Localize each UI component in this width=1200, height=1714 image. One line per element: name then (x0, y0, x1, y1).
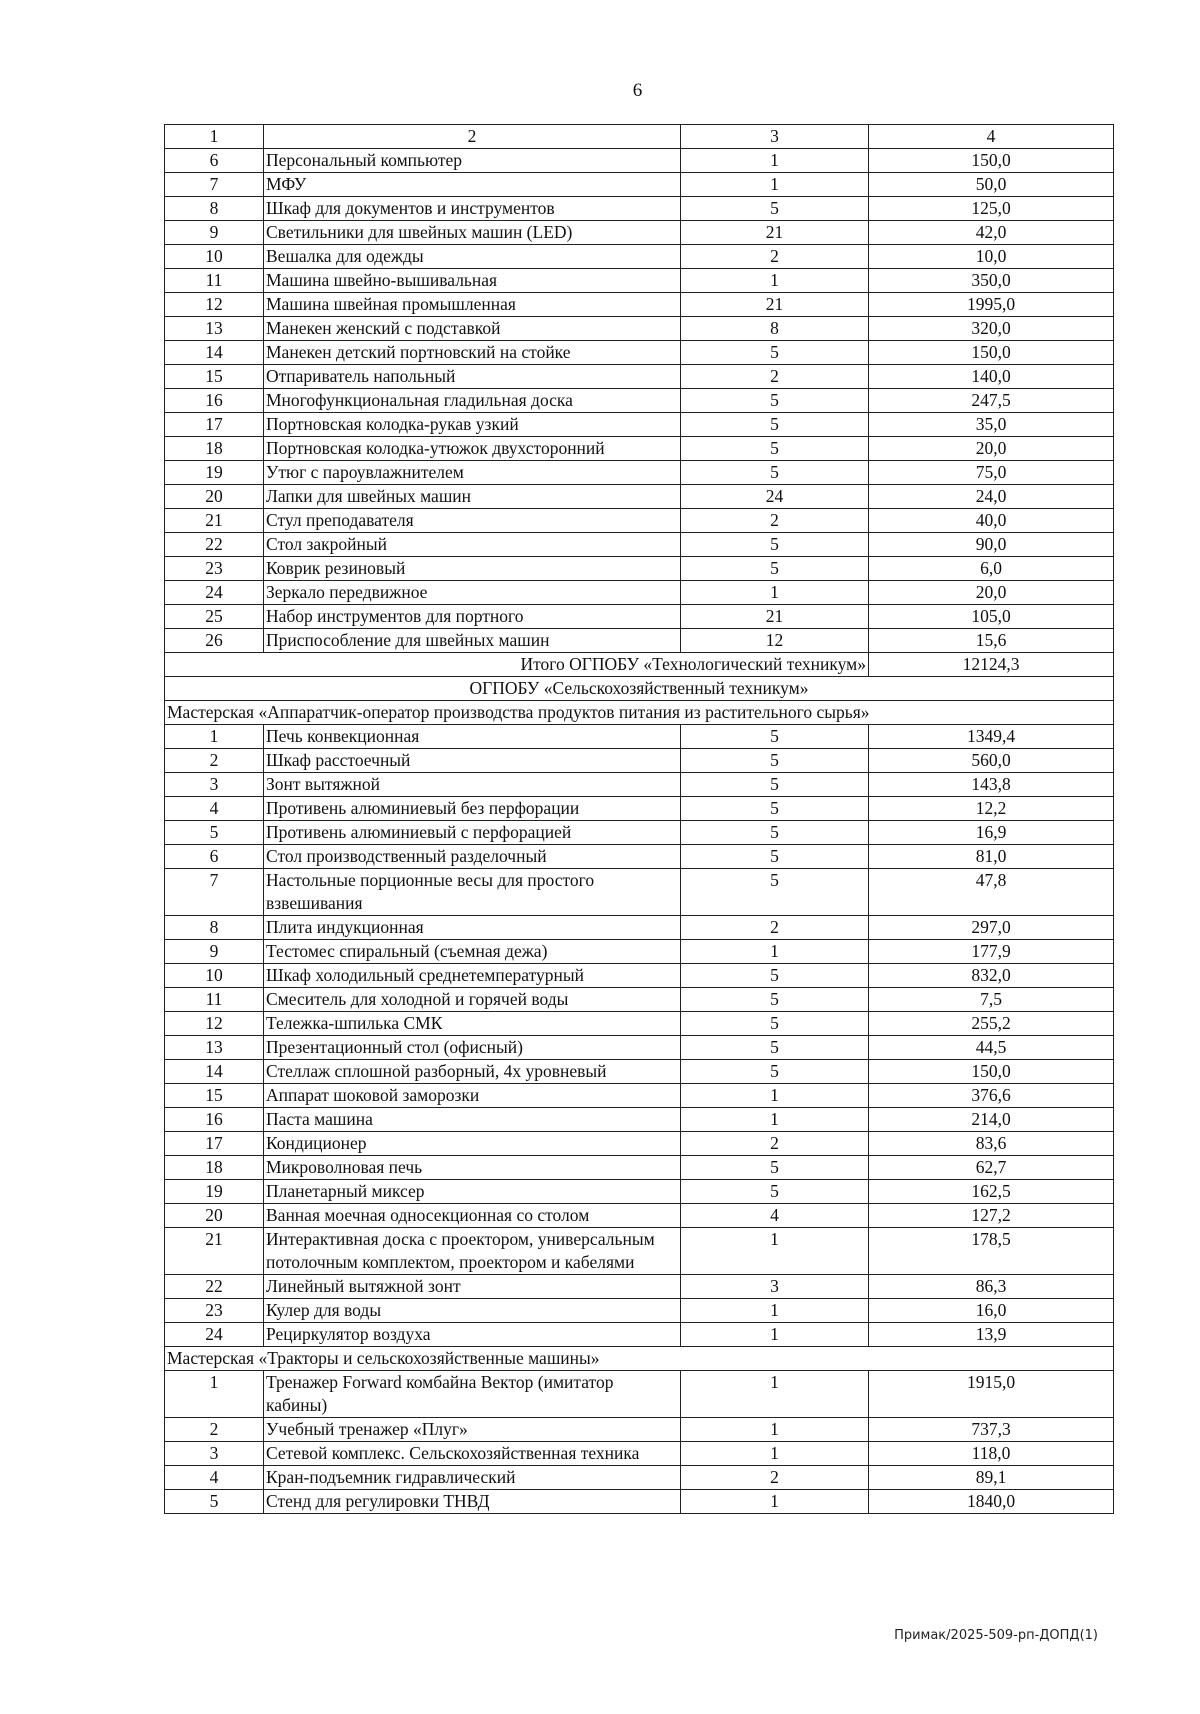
table-row (165, 437, 1114, 461)
table-row (165, 485, 1114, 509)
item-quantity: 5 (681, 988, 869, 1012)
item-name: Лапки для швейных машин (264, 485, 681, 509)
item-quantity: 1 (681, 1323, 869, 1347)
row-number: 16 (165, 1108, 264, 1132)
item-name: Планетарный миксер (264, 1180, 681, 1204)
item-quantity: 5 (681, 533, 869, 557)
table-row (165, 725, 1114, 749)
workshop-heading-row (165, 1347, 1114, 1371)
item-name: Приспособление для швейных машин (264, 629, 681, 653)
table-row (165, 1299, 1114, 1323)
item-name: Светильники для швейных машин (LED) (264, 221, 681, 245)
table-row (165, 1442, 1114, 1466)
item-name: Кран-подъемник гидравлический (264, 1466, 681, 1490)
item-quantity: 4 (681, 1204, 869, 1228)
table-row (165, 149, 1114, 173)
item-cost: 127,2 (869, 1204, 1114, 1228)
item-cost: 150,0 (869, 1060, 1114, 1084)
workshop-heading: Мастерская «Тракторы и сельскохозяйственные машины» (165, 1347, 1114, 1371)
table-row (165, 988, 1114, 1012)
item-cost: 178,5 (869, 1228, 1114, 1275)
table-row (165, 581, 1114, 605)
row-number: 1 (165, 1371, 264, 1418)
item-cost: 16,9 (869, 821, 1114, 845)
table-row (165, 221, 1114, 245)
item-cost: 40,0 (869, 509, 1114, 533)
item-cost: 118,0 (869, 1442, 1114, 1466)
item-name: Портновская колодка-рукав узкий (264, 413, 681, 437)
item-quantity: 5 (681, 725, 869, 749)
table-row (165, 173, 1114, 197)
item-name: Настольные порционные весы для простого взвешивания (264, 869, 681, 916)
item-cost: 832,0 (869, 964, 1114, 988)
item-name: Машина швейно-вышивальная (264, 269, 681, 293)
item-quantity: 1 (681, 1490, 869, 1514)
row-number: 7 (165, 869, 264, 916)
row-number: 4 (165, 797, 264, 821)
item-quantity: 3 (681, 1275, 869, 1299)
header-cell-2: 2 (264, 125, 681, 149)
table-row (165, 629, 1114, 653)
item-quantity: 1 (681, 1442, 869, 1466)
item-name: Аппарат шоковой заморозки (264, 1084, 681, 1108)
table-row (165, 1012, 1114, 1036)
table-row (165, 245, 1114, 269)
table-row (165, 1490, 1114, 1514)
workshop-heading: Мастерская «Аппаратчик-оператор производства продуктов питания из растительного сырья» (165, 701, 1114, 725)
table-row (165, 749, 1114, 773)
table-row (165, 1466, 1114, 1490)
row-number: 24 (165, 1323, 264, 1347)
row-number: 6 (165, 149, 264, 173)
row-number: 3 (165, 773, 264, 797)
item-cost: 1995,0 (869, 293, 1114, 317)
item-quantity: 1 (681, 149, 869, 173)
item-quantity: 5 (681, 461, 869, 485)
item-cost: 320,0 (869, 317, 1114, 341)
item-quantity: 21 (681, 605, 869, 629)
row-number: 16 (165, 389, 264, 413)
item-quantity: 5 (681, 197, 869, 221)
item-name: Противень алюминиевый с перфорацией (264, 821, 681, 845)
item-quantity: 2 (681, 365, 869, 389)
table-row (165, 341, 1114, 365)
item-name: Машина швейная промышленная (264, 293, 681, 317)
table-row (165, 1084, 1114, 1108)
item-cost: 737,3 (869, 1418, 1114, 1442)
item-quantity: 5 (681, 1036, 869, 1060)
item-cost: 1349,4 (869, 725, 1114, 749)
item-name: Манекен детский портновский на стойке (264, 341, 681, 365)
item-cost: 162,5 (869, 1180, 1114, 1204)
item-name: Кулер для воды (264, 1299, 681, 1323)
item-quantity: 1 (681, 1418, 869, 1442)
item-name: Сетевой комплекс. Сельскохозяйственная техника (264, 1442, 681, 1466)
row-number: 12 (165, 1012, 264, 1036)
item-cost: 105,0 (869, 605, 1114, 629)
row-number: 15 (165, 365, 264, 389)
item-name: Учебный тренажер «Плуг» (264, 1418, 681, 1442)
item-cost: 50,0 (869, 173, 1114, 197)
row-number: 14 (165, 1060, 264, 1084)
item-name: Многофункциональная гладильная доска (264, 389, 681, 413)
organization-heading: ОГПОБУ «Сельскохозяйственный техникум» (165, 677, 1114, 701)
row-number: 24 (165, 581, 264, 605)
table-row (165, 1180, 1114, 1204)
row-number: 3 (165, 1442, 264, 1466)
table-row (165, 1418, 1114, 1442)
item-name: Противень алюминиевый без перфорации (264, 797, 681, 821)
page-number: 6 (632, 80, 643, 101)
table-row (165, 197, 1114, 221)
item-quantity: 5 (681, 821, 869, 845)
item-cost: 143,8 (869, 773, 1114, 797)
item-cost: 86,3 (869, 1275, 1114, 1299)
item-cost: 1840,0 (869, 1490, 1114, 1514)
row-number: 20 (165, 485, 264, 509)
total-value: 12124,3 (869, 653, 1114, 677)
table-row (165, 1132, 1114, 1156)
item-cost: 20,0 (869, 581, 1114, 605)
item-quantity: 5 (681, 1012, 869, 1036)
item-quantity: 5 (681, 389, 869, 413)
row-number: 9 (165, 221, 264, 245)
item-name: Стул преподавателя (264, 509, 681, 533)
item-quantity: 5 (681, 869, 869, 916)
item-cost: 376,6 (869, 1084, 1114, 1108)
header-cell-4: 4 (869, 125, 1114, 149)
row-number: 25 (165, 605, 264, 629)
row-number: 13 (165, 317, 264, 341)
row-number: 4 (165, 1466, 264, 1490)
item-name: Кондиционер (264, 1132, 681, 1156)
item-name: Паста машина (264, 1108, 681, 1132)
row-number: 21 (165, 509, 264, 533)
item-name: Отпариватель напольный (264, 365, 681, 389)
row-number: 20 (165, 1204, 264, 1228)
item-quantity: 1 (681, 173, 869, 197)
item-quantity: 2 (681, 1132, 869, 1156)
table-row (165, 1108, 1114, 1132)
item-quantity: 1 (681, 940, 869, 964)
item-cost: 13,9 (869, 1323, 1114, 1347)
item-quantity: 1 (681, 269, 869, 293)
item-cost: 47,8 (869, 869, 1114, 916)
total-row (165, 653, 1114, 677)
item-name: Интерактивная доска с проектором, универсальным потолочным комплектом, проектором и кабелями (264, 1228, 681, 1275)
item-quantity: 5 (681, 797, 869, 821)
table-row (165, 1156, 1114, 1180)
table-row (165, 964, 1114, 988)
item-quantity: 5 (681, 964, 869, 988)
row-number: 23 (165, 557, 264, 581)
table-row (165, 365, 1114, 389)
item-cost: 15,6 (869, 629, 1114, 653)
item-cost: 89,1 (869, 1466, 1114, 1490)
item-cost: 560,0 (869, 749, 1114, 773)
equipment-table (164, 124, 1114, 1514)
table-row (165, 1275, 1114, 1299)
row-number: 10 (165, 245, 264, 269)
row-number: 23 (165, 1299, 264, 1323)
table-row (165, 533, 1114, 557)
item-name: Шкаф холодильный среднетемпературный (264, 964, 681, 988)
item-name: Манекен женский с подставкой (264, 317, 681, 341)
table-row (165, 797, 1114, 821)
row-number: 13 (165, 1036, 264, 1060)
row-number: 6 (165, 845, 264, 869)
item-cost: 125,0 (869, 197, 1114, 221)
item-quantity: 12 (681, 629, 869, 653)
item-name: Шкаф для документов и инструментов (264, 197, 681, 221)
item-cost: 214,0 (869, 1108, 1114, 1132)
item-quantity: 5 (681, 1060, 869, 1084)
item-cost: 24,0 (869, 485, 1114, 509)
row-number: 22 (165, 1275, 264, 1299)
row-number: 17 (165, 413, 264, 437)
item-cost: 90,0 (869, 533, 1114, 557)
table-row (165, 821, 1114, 845)
item-name: Стенд для регулировки ТНВД (264, 1490, 681, 1514)
item-quantity: 5 (681, 413, 869, 437)
item-name: Набор инструментов для портного (264, 605, 681, 629)
item-quantity: 5 (681, 1180, 869, 1204)
item-quantity: 2 (681, 1466, 869, 1490)
item-quantity: 5 (681, 1156, 869, 1180)
item-quantity: 24 (681, 485, 869, 509)
item-quantity: 1 (681, 581, 869, 605)
item-cost: 12,2 (869, 797, 1114, 821)
item-cost: 1915,0 (869, 1371, 1114, 1418)
item-cost: 297,0 (869, 916, 1114, 940)
item-quantity: 2 (681, 916, 869, 940)
table-row (165, 1323, 1114, 1347)
row-number: 26 (165, 629, 264, 653)
item-name: Тестомес спиральный (съемная дежа) (264, 940, 681, 964)
item-cost: 83,6 (869, 1132, 1114, 1156)
table-row (165, 916, 1114, 940)
row-number: 21 (165, 1228, 264, 1275)
row-number: 5 (165, 821, 264, 845)
item-quantity: 5 (681, 557, 869, 581)
table-row (165, 509, 1114, 533)
item-quantity: 8 (681, 317, 869, 341)
item-name: Утюг с пароувлажнителем (264, 461, 681, 485)
row-number: 2 (165, 749, 264, 773)
item-quantity: 5 (681, 437, 869, 461)
table-row (165, 389, 1114, 413)
row-number: 12 (165, 293, 264, 317)
item-name: Линейный вытяжной зонт (264, 1275, 681, 1299)
organization-heading-row (165, 677, 1114, 701)
item-name: Рециркулятор воздуха (264, 1323, 681, 1347)
row-number: 10 (165, 964, 264, 988)
item-cost: 6,0 (869, 557, 1114, 581)
row-number: 8 (165, 916, 264, 940)
table-row (165, 1228, 1114, 1275)
item-cost: 7,5 (869, 988, 1114, 1012)
table-row (165, 317, 1114, 341)
table-row (165, 1371, 1114, 1418)
table-row (165, 605, 1114, 629)
row-number: 19 (165, 461, 264, 485)
item-name: Стол закройный (264, 533, 681, 557)
document-code: Примак/2025-509-рп-ДОПД(1) (894, 1628, 1098, 1643)
row-number: 9 (165, 940, 264, 964)
item-name: Стеллаж сплошной разборный, 4х уровневый (264, 1060, 681, 1084)
table-row (165, 1036, 1114, 1060)
item-quantity: 5 (681, 749, 869, 773)
table-row (165, 293, 1114, 317)
item-cost: 44,5 (869, 1036, 1114, 1060)
row-number: 11 (165, 269, 264, 293)
item-quantity: 5 (681, 845, 869, 869)
total-label: Итого ОГПОБУ «Технологический техникум» (165, 653, 869, 677)
row-number: 18 (165, 1156, 264, 1180)
item-name: Ванная моечная односекционная со столом (264, 1204, 681, 1228)
table-header-row (165, 125, 1114, 149)
item-quantity: 5 (681, 773, 869, 797)
item-name: Коврик резиновый (264, 557, 681, 581)
item-cost: 247,5 (869, 389, 1114, 413)
item-quantity: 21 (681, 221, 869, 245)
item-name: Плита индукционная (264, 916, 681, 940)
item-name: Тренажер Forward комбайна Вектор (имитатор кабины) (264, 1371, 681, 1418)
item-quantity: 21 (681, 293, 869, 317)
item-name: Персональный компьютер (264, 149, 681, 173)
item-cost: 140,0 (869, 365, 1114, 389)
item-quantity: 1 (681, 1299, 869, 1323)
row-number: 8 (165, 197, 264, 221)
item-cost: 150,0 (869, 149, 1114, 173)
item-quantity: 2 (681, 509, 869, 533)
row-number: 2 (165, 1418, 264, 1442)
item-cost: 10,0 (869, 245, 1114, 269)
item-name: Зонт вытяжной (264, 773, 681, 797)
row-number: 15 (165, 1084, 264, 1108)
item-name: Презентационный стол (офисный) (264, 1036, 681, 1060)
row-number: 14 (165, 341, 264, 365)
item-name: Зеркало передвижное (264, 581, 681, 605)
row-number: 18 (165, 437, 264, 461)
item-quantity: 1 (681, 1228, 869, 1275)
item-quantity: 1 (681, 1371, 869, 1418)
table-row (165, 413, 1114, 437)
item-quantity: 2 (681, 245, 869, 269)
header-cell-3: 3 (681, 125, 869, 149)
item-cost: 16,0 (869, 1299, 1114, 1323)
item-name: Печь конвекционная (264, 725, 681, 749)
item-cost: 35,0 (869, 413, 1114, 437)
table-row (165, 557, 1114, 581)
table-row (165, 461, 1114, 485)
item-name: Смеситель для холодной и горячей воды (264, 988, 681, 1012)
item-quantity: 1 (681, 1108, 869, 1132)
table-row (165, 940, 1114, 964)
workshop-heading-row (165, 701, 1114, 725)
item-name: Шкаф расстоечный (264, 749, 681, 773)
item-name: МФУ (264, 173, 681, 197)
row-number: 1 (165, 725, 264, 749)
item-cost: 255,2 (869, 1012, 1114, 1036)
row-number: 7 (165, 173, 264, 197)
row-number: 11 (165, 988, 264, 1012)
item-name: Микроволновая печь (264, 1156, 681, 1180)
item-cost: 75,0 (869, 461, 1114, 485)
item-name: Портновская колодка-утюжок двухсторонний (264, 437, 681, 461)
table-row (165, 845, 1114, 869)
table-row (165, 1204, 1114, 1228)
item-name: Вешалка для одежды (264, 245, 681, 269)
item-cost: 150,0 (869, 341, 1114, 365)
table-row (165, 773, 1114, 797)
item-quantity: 1 (681, 1084, 869, 1108)
item-cost: 177,9 (869, 940, 1114, 964)
item-quantity: 5 (681, 341, 869, 365)
item-cost: 81,0 (869, 845, 1114, 869)
item-cost: 62,7 (869, 1156, 1114, 1180)
item-name: Стол производственный разделочный (264, 845, 681, 869)
item-name: Тележка-шпилька СМК (264, 1012, 681, 1036)
row-number: 17 (165, 1132, 264, 1156)
header-cell-1: 1 (165, 125, 264, 149)
row-number: 22 (165, 533, 264, 557)
row-number: 19 (165, 1180, 264, 1204)
table-row (165, 869, 1114, 916)
item-cost: 20,0 (869, 437, 1114, 461)
row-number: 5 (165, 1490, 264, 1514)
table-row (165, 269, 1114, 293)
item-cost: 350,0 (869, 269, 1114, 293)
table-row (165, 1060, 1114, 1084)
item-cost: 42,0 (869, 221, 1114, 245)
